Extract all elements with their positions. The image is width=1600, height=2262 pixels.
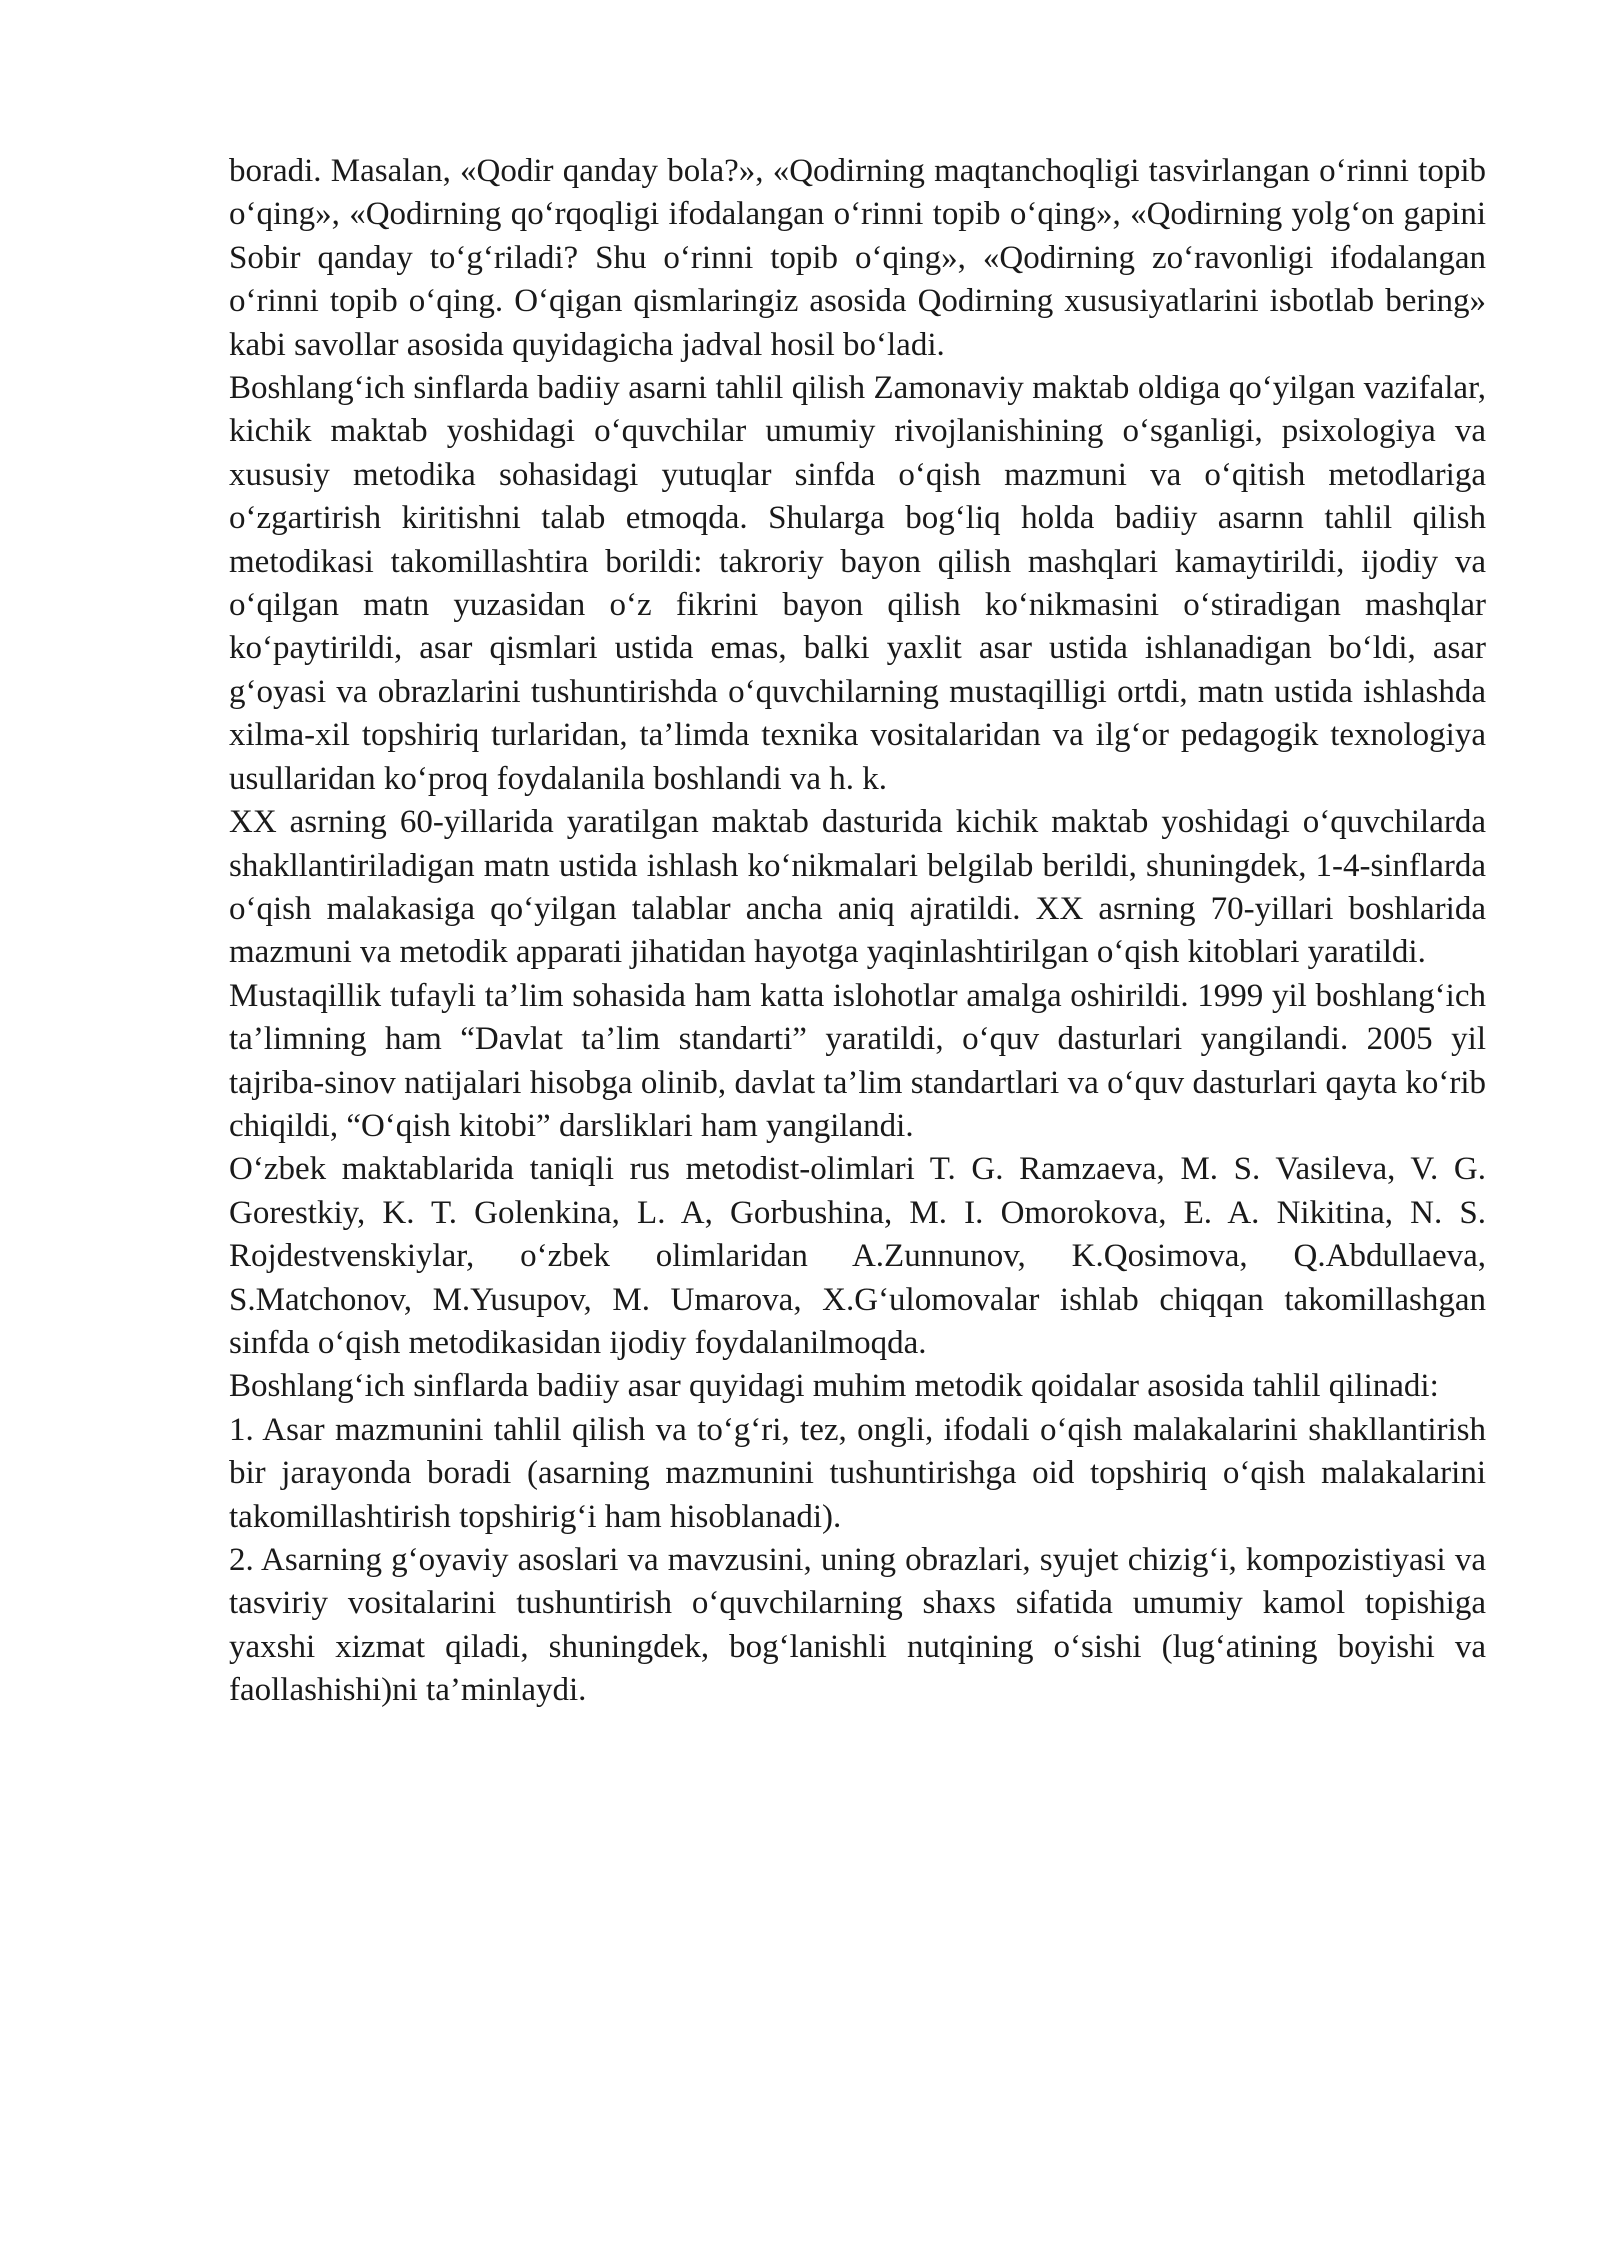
paragraph-6: Boshlang‘ich sinflarda badiiy asar quyidagi muhim metodik qoidalar asosida tahlil qilinadi: [229,1368,1439,1405]
paragraph-5: O‘zbek maktablarida taniqli rus metodist-olimlari T. G. Ramzaeva, M. S. Vasileva, V. G. Gorestkiy, K. T. Golenkina, L. A, Gorbushina, M. I. Omorokova, E. A. Nikitina, N. S. Rojdestvenskiylar, o‘zbek olimlaridan A.Zunnunov, K.Qosimova, Q.Abdullaeva, S.Matchonov, M.Yusupov, M. Umarova, X.G‘ulomovalar ishlab chiqqan takomillashgan sinfda o‘qish metodikasidan ijodiy foydalanilmoqda. [229,1151,1486,1361]
paragraph-4: Mustaqillik tufayli ta’lim sohasida ham katta islohotlar amalga oshirildi. 1999 yil boshlang‘ich ta’limning ham “Davlat ta’lim standarti” yaratildi, o‘quv dasturlari yangilandi. 2005 yil tajriba-sinov natijalari hisobga olinib, davlat ta’lim standartlari va o‘quv dasturlari qayta ko‘rib chiqildi, “O‘qish kitobi” darsliklari ham yangilandi. [229,977,1486,1144]
paragraph-2: Boshlang‘ich sinflarda badiiy asarni tahlil qilish Zamonaviy maktab oldiga qo‘yilgan vazifalar, kichik maktab yoshidagi o‘quvchilar umumiy rivojlanishining o‘sganligi, psixologiya va xususiy metodika sohasidagi yutuqlar sinfda o‘qish mazmuni va o‘qitish metodlariga o‘zgartirish kiritishni talab etmoqda. Shularga bog‘liq holda badiiy asarnn tahlil qilish metodikasi takomillashtira borildi: takroriy bayon qilish mashqlari kamaytirildi, ijodiy va o‘qilgan matn yuzasidan o‘z fikrini bayon qilish ko‘nikmasini o‘stiradigan mashqlar ko‘paytirildi, asar qismlari ustida emas, balki yaxlit asar ustida ishlanadigan bo‘ldi, asar g‘oyasi va obrazlarini tushuntirishda o‘quvchilarning mustaqilligi ortdi, matn ustida ishlashda xilma-xil topshiriq turlaridan, ta’limda texnika vositalaridan va ilg‘or pedagogik texnologiya usullaridan ko‘proq foydalanila boshlandi va h. k. [229,370,1486,797]
paragraph-3: XX asrning 60-yillarida yaratilgan maktab dasturida kichik maktab yoshidagi o‘quvchilarda shakllantiriladigan matn ustida ishlash ko‘nikmalari belgilab berildi, shuningdek, 1-4-sinflarda o‘qish malakasiga qo‘yilgan talablar ancha aniq ajratildi. XX asrning 70-yillari boshlarida mazmuni va metodik apparati jihatidan hayotga yaqinlashtirilgan o‘qish kitoblari yaratildi. [229,804,1486,971]
paragraph-7: 1. Asar mazmunini tahlil qilish va to‘g‘ri, tez, ongli, ifodali o‘qish malakalarini shakllantirish bir jarayonda boradi (asarning mazmunini tushuntirishga oid topshiriq o‘qish malakalarini takomillashtirish topshirig‘i ham hisoblanadi). [229,1411,1486,1535]
paragraph-1: boradi. Masalan, «Qodir qanday bola?», «Qodirning maqtanchoqligi tasvirlangan o‘rinni topib o‘qing», «Qodirning qo‘rqoqligi ifodalangan o‘rinni topib o‘qing», «Qodirning yolg‘on gapini Sobir qanday to‘g‘riladi? Shu o‘rinni topib o‘qing», «Qodirning zo‘ravonligi ifodalangan o‘rinni topib o‘qing. O‘qigan qismlaringiz asosida Qodirning xususiyatlarini isbotlab bering» kabi savollar asosida quyidagicha jadval hosil bo‘ladi. [229,153,1486,363]
paragraph-8: 2. Asarning g‘oyaviy asoslari va mavzusini, uning obrazlari, syujet chizig‘i, kompozistiyasi va tasviriy vositalarini tushuntirish o‘quvchilarning shaxs sifatida umumiy kamol topishiga yaxshi xizmat qiladi, shuningdek, bog‘lanishli nutqining o‘sishi (lug‘atining boyishi va faollashishi)ni ta’minlaydi. [229,1542,1486,1709]
document-page [229,150,1486,1713]
